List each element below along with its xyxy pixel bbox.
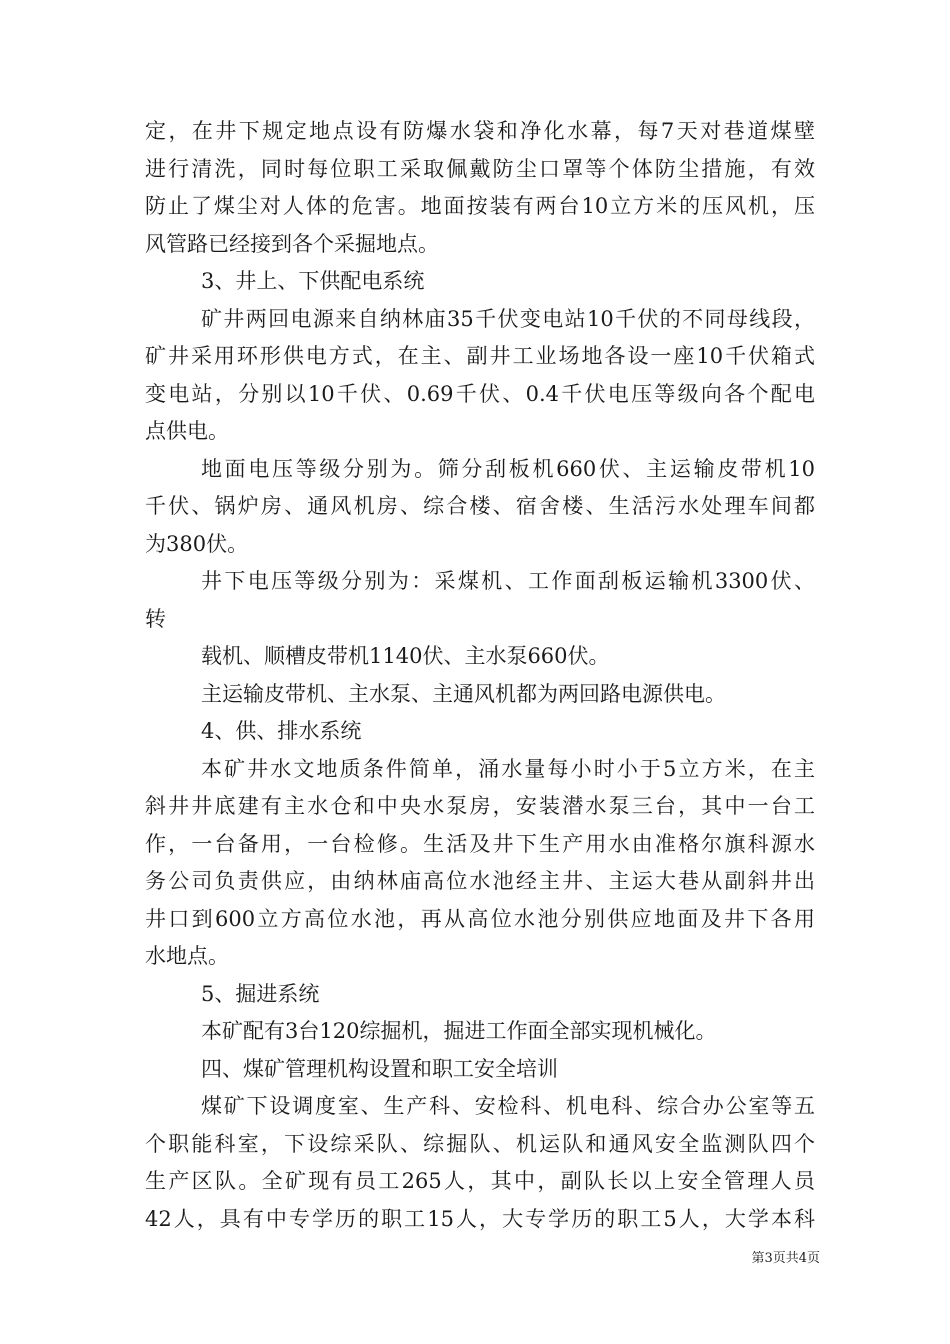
page-number-footer: 第3页共4页 xyxy=(751,1251,820,1266)
text-line: 防止了煤尘对人体的危害。地面按装有两台10立方米的压风机，压 xyxy=(145,194,815,218)
text-line: 主运输皮带机、主水泵、主通风机都为两回路电源供电。 xyxy=(201,681,726,706)
text-line: 水地点。 xyxy=(145,944,229,968)
text-line: 风管路已经接到各个采掘地点。 xyxy=(145,231,439,256)
text-line: 斜井井底建有主水仓和中央水泵房，安装潜水泵三台，其中一台工 xyxy=(145,794,815,818)
text-line: 本矿井水文地质条件简单，涌水量每小时小于5立方米，在主 xyxy=(201,756,815,781)
text-line: 本矿配有3台120综掘机，掘进工作面全部实现机械化。 xyxy=(201,1019,717,1043)
text-line: 生产区队。全矿现有员工265人，其中，副队长以上安全管理人员 xyxy=(145,1169,815,1193)
body-text xyxy=(145,113,815,1238)
text-line: 务公司负责供应，由纳林庙高位水池经主井、主运大巷从副斜井出 xyxy=(145,869,815,893)
text-line: 煤矿下设调度室、生产科、安检科、机电科、综合办公室等五 xyxy=(201,1094,815,1118)
section-heading: 4、供、排水系统 xyxy=(201,719,362,743)
section-heading: 3、井上、下供配电系统 xyxy=(201,269,425,293)
section-heading: 四、煤矿管理机构设置和职工安全培训 xyxy=(201,1056,558,1081)
text-line: 为380伏。 xyxy=(145,531,249,556)
text-line: 载机、顺槽皮带机1140伏、主水泵660伏。 xyxy=(201,644,610,668)
text-line: 点供电。 xyxy=(145,419,229,443)
text-line: 矿井两回电源来自纳林庙35千伏变电站10千伏的不同母线段， xyxy=(201,306,815,331)
text-line: 转 xyxy=(145,606,166,631)
text-line: 地面电压等级分别为。筛分刮板机660伏、主运输皮带机10 xyxy=(201,456,815,481)
text-line: 千伏、锅炉房、通风机房、综合楼、宿舍楼、生活污水处理车间都 xyxy=(145,494,815,518)
text-line: 矿井采用环形供电方式，在主、副井工业场地各设一座10千伏箱式 xyxy=(145,344,815,368)
text-line: 井口到600立方高位水池，再从高位水池分别供应地面及井下各用 xyxy=(145,906,815,931)
text-line: 井下电压等级分别为：采煤机、工作面刮板运输机3300伏、 xyxy=(201,569,815,593)
text-line: 作，一台备用，一台检修。生活及井下生产用水由准格尔旗科源水 xyxy=(145,831,815,856)
text-line: 个职能科室，下设综采队、综掘队、机运队和通风安全监测队四个 xyxy=(145,1131,815,1156)
text-line: 定，在井下规定地点设有防爆水袋和净化水幕，每7天对巷道煤壁 xyxy=(145,119,815,143)
text-line: 变电站，分别以10千伏、0.69千伏、0.4千伏电压等级向各个配电 xyxy=(145,381,815,406)
text-line: 42人，具有中专学历的职工15人，大专学历的职工5人，大学本科 xyxy=(145,1206,815,1231)
text-line: 进行清洗，同时每位职工采取佩戴防尘口罩等个体防尘措施，有效 xyxy=(145,156,815,181)
section-heading: 5、掘进系统 xyxy=(201,981,320,1006)
